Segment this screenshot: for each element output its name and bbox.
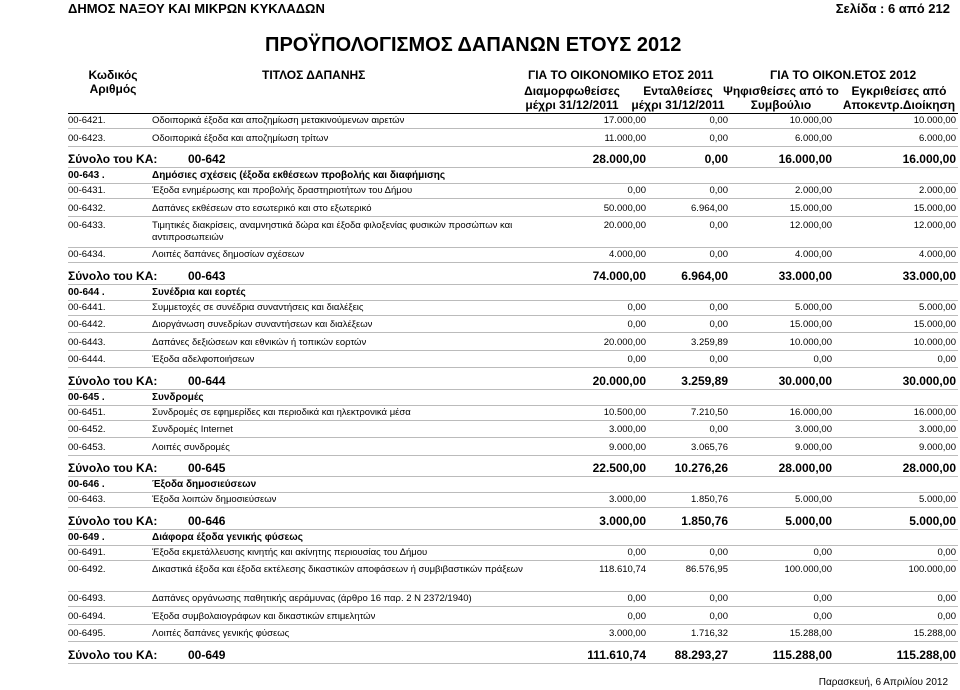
total-formed: 111.610,74 — [587, 647, 646, 662]
table-row — [68, 353, 958, 368]
row-voted: 6.000,00 — [795, 132, 832, 144]
total-code: 00-643 — [188, 268, 226, 283]
row-description: Συμμετοχές σε συνέδρια συναντήσεις και διαλέξεις — [152, 301, 364, 313]
total-row — [68, 647, 958, 664]
table-row — [68, 202, 958, 217]
row-code: 00-6463. — [68, 494, 106, 505]
row-description: Έξοδα λοιπών δημοσιεύσεων — [152, 494, 277, 505]
group-code: 00-646 . — [68, 479, 105, 490]
row-formed: 3.000,00 — [609, 424, 646, 435]
table-row — [68, 610, 958, 625]
group-header-row — [68, 390, 958, 406]
group-header-row — [68, 285, 958, 301]
row-ordered: 0,00 — [709, 249, 728, 260]
row-formed: 4.000,00 — [609, 249, 646, 260]
row-code: 00-6441. — [68, 301, 106, 313]
row-formed: 3.000,00 — [609, 494, 646, 505]
table-row — [68, 336, 958, 351]
row-description: Τιμητικές διακρίσεις, αναμνηστικά δώρα και έξοδα φιλοξενίας φυσικών προσώπων και αντιπροσωπειών — [152, 220, 513, 243]
total-ordered: 0,00 — [704, 152, 728, 166]
total-row — [68, 268, 958, 285]
row-approved: 0,00 — [937, 546, 956, 558]
col-approved-header: Εγκριθείσες από Αποκεντρ.Διοίκηση — [842, 84, 956, 112]
row-formed: 17.000,00 — [603, 115, 646, 126]
row-code: 00-6421. — [68, 115, 106, 126]
row-approved: 15.000,00 — [913, 319, 956, 330]
row-code: 00-6423. — [68, 132, 106, 144]
row-code: 00-6452. — [68, 424, 106, 435]
col-voted-header: Ψηφισθείσες από το Συμβούλιο — [723, 84, 839, 112]
row-formed: 0,00 — [627, 301, 646, 313]
row-ordered: 7.210,50 — [691, 406, 728, 418]
total-approved: 30.000,00 — [902, 373, 956, 388]
total-formed: 3.000,00 — [599, 513, 646, 528]
municipality-name: ΔΗΜΟΣ ΝΑΞΟΥ ΚΑΙ ΜΙΚΡΩΝ ΚΥΚΛΑΔΩΝ — [68, 1, 325, 16]
row-code: 00-6453. — [68, 441, 106, 453]
row-formed: 11.000,00 — [604, 132, 646, 144]
row-voted: 15.000,00 — [789, 202, 832, 214]
row-description: Δαπάνες οργάνωσης παθητικής αεράμυνας (άρθρο 16 παρ. 2 Ν 2372/1940) — [152, 593, 472, 604]
group-code: 00-643 . — [68, 170, 105, 181]
row-voted: 16.000,00 — [789, 406, 832, 418]
row-code: 00-6442. — [68, 319, 106, 330]
row-approved: 10.000,00 — [913, 115, 956, 126]
row-approved: 5.000,00 — [919, 494, 956, 505]
row-description: Λοιπές δαπάνες γενικής φύσεως — [152, 628, 290, 639]
row-formed: 20.000,00 — [603, 220, 646, 231]
total-row — [68, 513, 958, 530]
table-row — [68, 441, 958, 456]
table-row — [68, 546, 958, 561]
row-approved: 0,00 — [937, 354, 956, 365]
total-approved: 33.000,00 — [902, 268, 956, 283]
row-ordered: 0,00 — [709, 220, 728, 231]
total-voted: 115.288,00 — [772, 647, 832, 662]
page-number: Σελίδα : 6 από 212 — [835, 1, 950, 16]
total-row — [68, 373, 958, 390]
row-approved: 4.000,00 — [919, 249, 956, 260]
row-code: 00-6444. — [68, 354, 106, 365]
group-header-row — [68, 477, 958, 493]
row-formed: 20.000,00 — [603, 336, 646, 348]
row-formed: 10.500,00 — [603, 406, 646, 418]
row-description: Έξοδα ενημέρωσης και προβολής δραστηριοτήτων του Δήμου — [152, 185, 413, 196]
total-code: 00-645 — [188, 461, 226, 475]
row-approved: 16.000,00 — [913, 406, 956, 418]
table-row — [68, 423, 958, 438]
row-description: Λοιπές συνδρομές — [152, 441, 230, 453]
row-code: 00-6432. — [68, 202, 106, 214]
total-ordered: 10.276,26 — [674, 461, 728, 475]
row-formed: 50.000,00 — [603, 202, 646, 214]
table-row — [68, 184, 958, 199]
total-label: Σύνολο του ΚΑ: — [68, 373, 158, 388]
row-code: 00-6431. — [68, 185, 106, 196]
row-description: Δαπάνες δεξιώσεων και εθνικών ή τοπικών εορτών — [152, 336, 367, 348]
row-voted: 15.288,00 — [789, 628, 832, 639]
row-formed: 9.000,00 — [609, 441, 646, 453]
table-row — [68, 248, 958, 263]
row-description: Συνδρομές Internet — [152, 424, 233, 435]
row-voted: 4.000,00 — [795, 249, 832, 260]
group-header-row — [68, 530, 958, 546]
document-title: ΠΡΟΫΠΟΛΟΓΙΣΜΟΣ ΔΑΠΑΝΩΝ ΕΤΟΥΣ 2012 — [265, 34, 682, 56]
total-formed: 28.000,00 — [592, 152, 646, 166]
row-ordered: 0,00 — [709, 610, 728, 622]
table-row — [68, 406, 958, 421]
row-ordered: 0,00 — [709, 354, 728, 365]
total-code: 00-649 — [188, 647, 226, 662]
total-formed: 20.000,00 — [592, 373, 646, 388]
row-formed: 3.000,00 — [609, 628, 646, 639]
table-row — [68, 114, 958, 129]
row-code: 00-6443. — [68, 336, 106, 348]
row-approved: 100.000,00 — [908, 564, 956, 575]
group-code: 00-644 . — [68, 286, 105, 298]
row-code: 00-6451. — [68, 406, 106, 418]
row-ordered: 0,00 — [709, 115, 728, 126]
row-approved: 15.288,00 — [913, 628, 956, 639]
row-ordered: 0,00 — [709, 546, 728, 558]
table-row — [68, 132, 958, 147]
row-formed: 118.610,74 — [599, 564, 646, 575]
row-description: Έξοδα εκμετάλλευσης κινητής και ακίνητης περιουσίας του Δήμου — [152, 546, 428, 558]
row-ordered: 1.716,32 — [691, 628, 728, 639]
row-approved: 12.000,00 — [913, 220, 956, 231]
total-code: 00-644 — [188, 373, 226, 388]
table-row — [68, 301, 958, 316]
total-ordered: 88.293,27 — [674, 647, 728, 662]
total-label: Σύνολο του ΚΑ: — [68, 461, 158, 475]
total-voted: 5.000,00 — [785, 513, 832, 528]
col-desc-header: ΤΙΤΛΟΣ ΔΑΠΑΝΗΣ — [262, 68, 366, 82]
row-voted: 5.000,00 — [795, 301, 832, 313]
row-description: Οδοιπορικά έξοδα και αποζημίωση τρίτων — [152, 132, 329, 144]
row-approved: 10.000,00 — [913, 336, 956, 348]
total-approved: 115.288,00 — [896, 647, 956, 662]
col-ordered-header: Ενταλθείσες μέχρι 31/12/2011 — [631, 84, 725, 112]
table-row — [68, 493, 958, 508]
total-approved: 16.000,00 — [902, 152, 956, 166]
table-row — [68, 219, 958, 248]
row-approved: 0,00 — [937, 593, 956, 604]
total-formed: 22.500,00 — [592, 461, 646, 475]
row-formed: 0,00 — [627, 354, 646, 365]
row-ordered: 0,00 — [709, 319, 728, 330]
group-title: Διάφορα έξοδα γενικής φύσεως — [152, 531, 303, 543]
row-ordered: 86.576,95 — [685, 564, 728, 575]
group-header-row — [68, 168, 958, 184]
total-ordered: 1.850,76 — [681, 513, 728, 528]
row-ordered: 6.964,00 — [691, 202, 728, 214]
row-description: Συνδρομές σε εφημερίδες και περιοδικά και ηλεκτρονικά μέσα — [152, 406, 411, 418]
budget-2011-header: ΓΙΑ ΤΟ ΟΙΚΟΝΟΜΙΚΟ ΕΤΟΣ 2011 — [528, 68, 714, 82]
row-code: 00-6433. — [68, 220, 106, 231]
row-voted: 0,00 — [813, 593, 832, 604]
table-row — [68, 627, 958, 642]
row-voted: 2.000,00 — [795, 185, 832, 196]
table-row — [68, 592, 958, 607]
group-code: 00-649 . — [68, 531, 105, 543]
row-formed: 0,00 — [627, 319, 646, 330]
group-code: 00-645 . — [68, 391, 105, 403]
total-approved: 28.000,00 — [902, 461, 956, 475]
total-code: 00-642 — [188, 152, 226, 166]
row-voted: 5.000,00 — [795, 494, 832, 505]
row-voted: 0,00 — [813, 610, 832, 622]
total-label: Σύνολο του ΚΑ: — [68, 152, 158, 166]
row-description: Διοργάνωση συνεδρίων συναντήσεων και διαλέξεων — [152, 319, 373, 330]
total-row — [68, 151, 958, 168]
row-approved: 5.000,00 — [919, 301, 956, 313]
row-approved: 15.000,00 — [913, 202, 956, 214]
total-ordered: 6.964,00 — [681, 268, 728, 283]
budget-2012-header: ΓΙΑ ΤΟ ΟΙΚΟΝ.ΕΤΟΣ 2012 — [770, 68, 917, 82]
row-ordered: 1.850,76 — [691, 494, 728, 505]
row-description: Οδοιπορικά έξοδα και αποζημίωση μετακινούμενων αιρετών — [152, 115, 405, 126]
row-voted: 0,00 — [813, 546, 832, 558]
row-formed: 0,00 — [627, 593, 646, 604]
row-ordered: 3.259,89 — [691, 336, 728, 348]
group-title: Συνδρομές — [152, 391, 204, 403]
row-voted: 15.000,00 — [789, 319, 832, 330]
total-formed: 74.000,00 — [592, 268, 646, 283]
group-title: Συνέδρια και εορτές — [152, 286, 246, 298]
row-ordered: 0,00 — [709, 424, 728, 435]
row-ordered: 0,00 — [709, 132, 728, 144]
total-approved: 5.000,00 — [909, 513, 956, 528]
row-approved: 0,00 — [937, 610, 956, 622]
row-code: 00-6434. — [68, 249, 106, 260]
row-ordered: 0,00 — [709, 185, 728, 196]
row-description: Δαπάνες εκθέσεων στο εσωτερικό και στο εξωτερικό — [152, 202, 372, 214]
row-voted: 12.000,00 — [789, 220, 832, 231]
print-date: Παρασκευή, 6 Απριλίου 2012 — [818, 677, 948, 688]
row-ordered: 0,00 — [709, 593, 728, 604]
col-formed-header: Διαμορφωθείσες μέχρι 31/12/2011 — [524, 84, 620, 112]
total-row — [68, 460, 958, 477]
row-voted: 10.000,00 — [789, 115, 832, 126]
row-formed: 0,00 — [627, 185, 646, 196]
row-code: 00-6494. — [68, 610, 106, 622]
col-code-header: Κωδικός Αριθμός — [88, 68, 138, 96]
row-ordered: 3.065,76 — [691, 441, 728, 453]
table-row — [68, 563, 958, 592]
row-approved: 6.000,00 — [919, 132, 956, 144]
row-voted: 9.000,00 — [795, 441, 832, 453]
row-voted: 100.000,00 — [784, 564, 832, 575]
row-approved: 3.000,00 — [919, 424, 956, 435]
row-description: Έξοδα συμβολαιογράφων και δικαστικών επιμελητών — [152, 610, 376, 622]
group-title: Δημόσιες σχέσεις (έξοδα εκθέσεων προβολής και διαφήμισης — [152, 170, 446, 181]
row-description: Έξοδα αδελφοποιήσεων — [152, 354, 255, 365]
row-formed: 0,00 — [627, 546, 646, 558]
row-voted: 10.000,00 — [789, 336, 832, 348]
row-code: 00-6495. — [68, 628, 106, 639]
row-code: 00-6492. — [68, 564, 106, 575]
total-label: Σύνολο του ΚΑ: — [68, 513, 158, 528]
row-ordered: 0,00 — [709, 301, 728, 313]
total-voted: 33.000,00 — [778, 268, 832, 283]
total-voted: 28.000,00 — [778, 461, 832, 475]
row-code: 00-6493. — [68, 593, 106, 604]
row-description: Δικαστικά έξοδα και έξοδα εκτέλεσης δικαστικών αποφάσεων ή συμβιβαστικών πράξεων — [152, 564, 523, 575]
total-label: Σύνολο του ΚΑ: — [68, 647, 158, 662]
row-approved: 2.000,00 — [919, 185, 956, 196]
row-voted: 0,00 — [813, 354, 832, 365]
row-approved: 9.000,00 — [919, 441, 956, 453]
total-voted: 30.000,00 — [778, 373, 832, 388]
total-ordered: 3.259,89 — [681, 373, 728, 388]
row-description: Λοιπές δαπάνες δημοσίων σχέσεων — [152, 249, 305, 260]
row-formed: 0,00 — [627, 610, 646, 622]
table-row — [68, 318, 958, 333]
group-title: Έξοδα δημοσιεύσεων — [152, 479, 257, 490]
total-code: 00-646 — [188, 513, 226, 528]
total-label: Σύνολο του ΚΑ: — [68, 268, 158, 283]
row-voted: 3.000,00 — [795, 424, 832, 435]
row-code: 00-6491. — [68, 546, 106, 558]
total-voted: 16.000,00 — [778, 152, 832, 166]
